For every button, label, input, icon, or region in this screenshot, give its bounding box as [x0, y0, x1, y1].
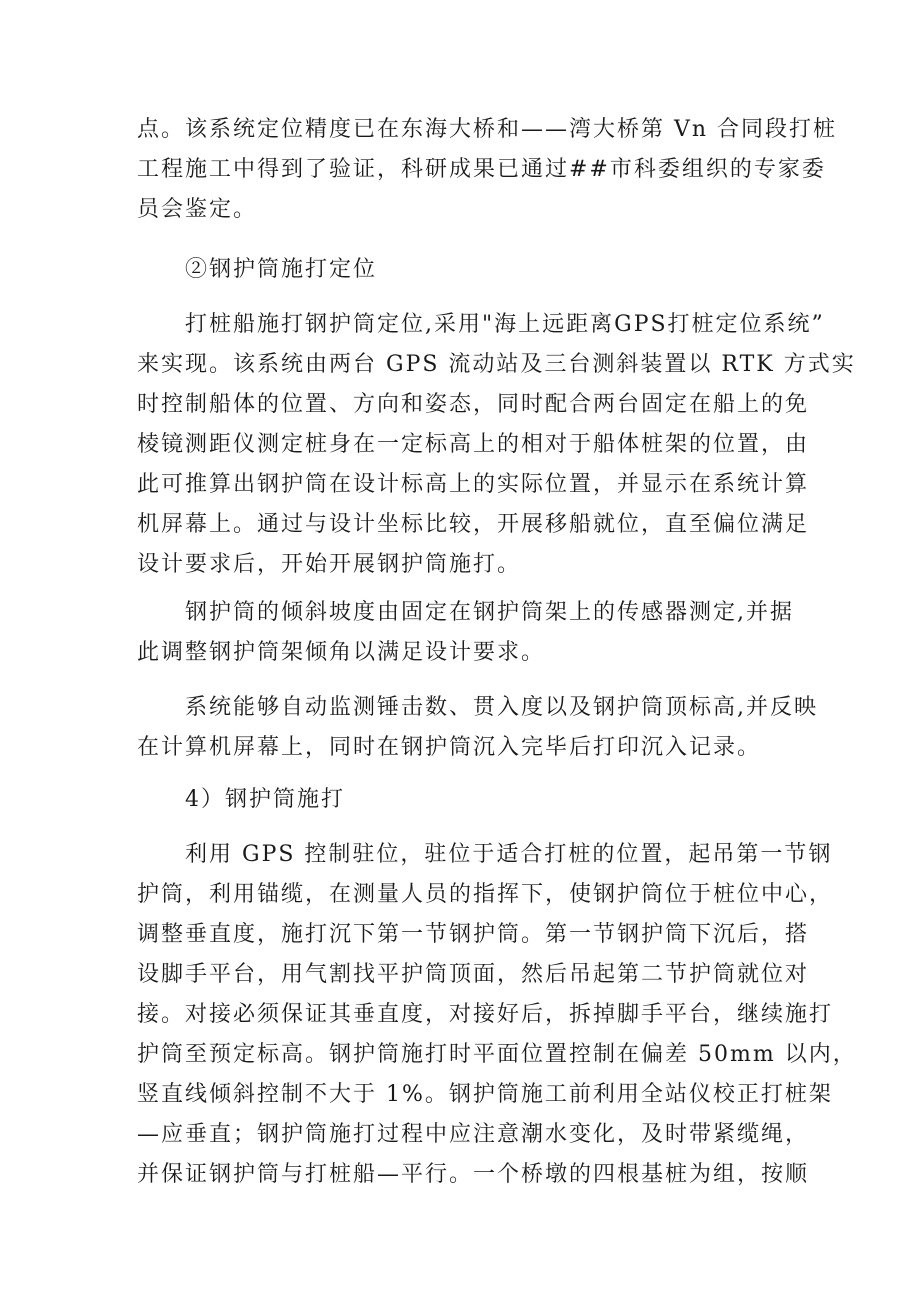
text-line: 在计算机屏幕上，同时在钢护筒沉入完毕后打印沉入记录。	[137, 735, 762, 760]
text-line: 调整垂直度，施打沉下第一节钢护筒。第一节钢护筒下沉后，搭	[137, 922, 810, 947]
paragraph-5	[137, 835, 857, 1195]
paragraph-1	[137, 110, 838, 230]
text-line: 护筒，利用锚缆，在测量人员的指挥下，使钢护筒位于桩位中心，	[137, 882, 834, 907]
text-line: 利用 GPS 控制驻位，驻位于适合打桩的位置，起吊第一节钢	[185, 842, 833, 867]
text-line: 设计要求后，开始开展钢护筒施打。	[137, 552, 522, 577]
text-line: 此可推算出钢护筒在设计标高上的实际位置，并显示在系统计算	[137, 472, 810, 497]
text-line: —应垂直；钢护筒施打过程中应注意潮水变化，及时带紧缆绳，	[137, 1122, 810, 1147]
text-line: 并保证钢护筒与打桩船—平行。一个桥墩的四根基桩为组，按顺	[137, 1162, 810, 1187]
text-line: 来实现。该系统由两台 GPS 流动站及三台测斜装置以 RTK 方式实	[137, 352, 856, 377]
paragraph-3	[137, 593, 797, 673]
text-line: 点。该系统定位精度已在东海大桥和——湾大桥第 Vn 合同段打桩	[137, 117, 838, 142]
text-line: 打桩船施打钢护筒定位,采用"海上远距离GPS打桩定位系统”	[185, 312, 825, 337]
text-line: 护筒至预定标高。钢护筒施打时平面位置控制在偏差 50mm 以内，	[137, 1042, 857, 1067]
text-line: 棱镜测距仪测定桩身在一定标高上的相对于船体桩架的位置，由	[137, 432, 810, 457]
paragraph-4	[137, 688, 818, 768]
text-line: 员会鉴定。	[137, 197, 258, 222]
text-line: 设脚手平台，用气割找平护筒顶面，然后吊起第二节护筒就位对	[137, 962, 810, 987]
text-line: 竖直线倾斜控制不大于 1%。钢护筒施工前利用全站仪校正打桩架	[137, 1082, 833, 1107]
text-line: 系统能够自动监测锤击数、贯入度以及钢护筒顶标高,并反映	[185, 695, 818, 720]
section-heading-steel-casing-driving: 4）钢护筒施打	[185, 787, 345, 812]
text-line: 钢护筒的倾斜坡度由固定在钢护筒架上的传感器测定,并据	[185, 600, 794, 625]
text-line: 此调整钢护筒架倾角以满足设计要求。	[137, 640, 546, 665]
section-heading-steel-casing-positioning: ②钢护筒施打定位	[185, 257, 378, 282]
text-line: 时控制船体的位置、方向和姿态，同时配合两台固定在船上的免	[137, 392, 810, 417]
paragraph-2	[137, 305, 856, 585]
text-line: 工程施工中得到了验证，科研成果已通过##市科委组织的专家委	[137, 157, 826, 182]
text-line: 接。对接必须保证其垂直度，对接好后，拆掉脚手平台，继续施打	[137, 1002, 834, 1027]
text-line: 机屏幕上。通过与设计坐标比较，开展移船就位，直至偏位满足	[137, 512, 810, 537]
